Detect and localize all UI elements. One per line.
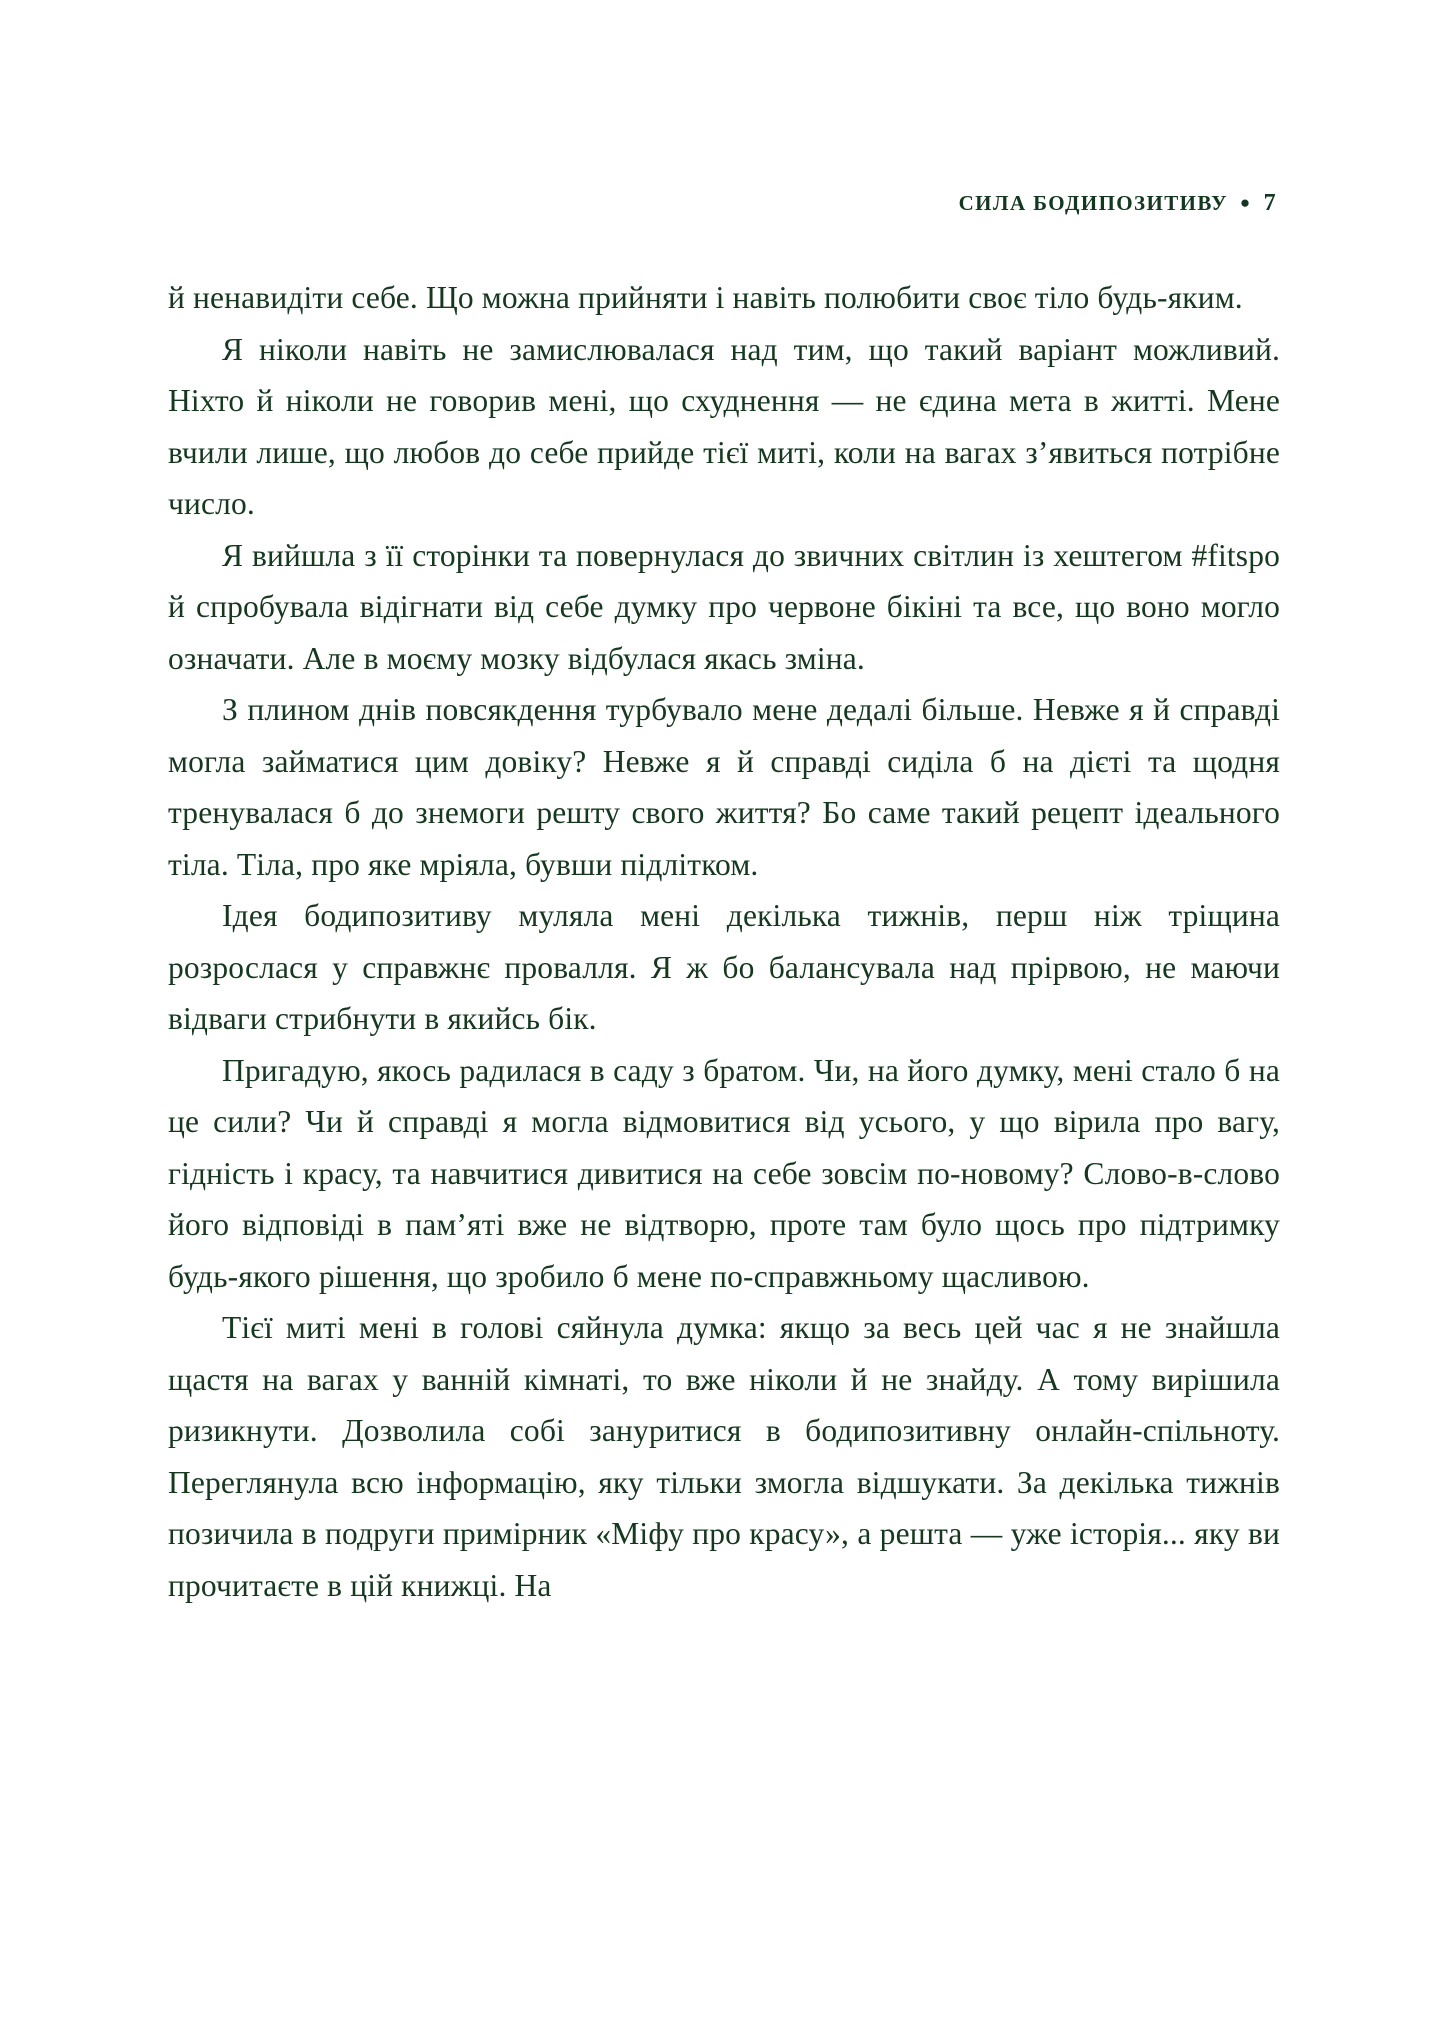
body-text bbox=[168, 272, 1280, 1611]
page-number: 7 bbox=[1263, 190, 1277, 216]
paragraph: Я ніколи навіть не замислювалася над тим, що такий варіант можливий. Ніхто й ніколи не говорив мені, що схуднення — не єдина мета в житті. Мене вчили лише, що любов до себе прийде тієї миті, коли на вагах з’явиться потрібне число. bbox=[168, 331, 1280, 521]
paragraph: Пригадую, якось радилася в саду з братом. Чи, на його думку, мені стало б на це сили? Чи й справді я могла відмовитися від усього, у що вірила про вагу, гідність і красу, та навчитися дивитися на себе зовсім по-новому? Слово-в-слово його відповіді в пам’яті вже не відтворю, проте там було щось про підтримку будь-якого рішення, що зробило б мене по-справжньому щасливою. bbox=[168, 1052, 1280, 1294]
paragraph: Я вийшла з її сторінки та повернулася до звичних світлин із хештегом #fitspo й спробувала відігнати від себе думку про червоне бікіні та все, що воно могло означати. Але в моєму мозку відбулася якась зміна. bbox=[168, 537, 1280, 676]
running-head-separator-dot: ● bbox=[1239, 193, 1252, 212]
running-head bbox=[959, 190, 1277, 217]
paragraph: З плином днів повсякдення турбувало мене дедалі більше. Невже я й справді могла займатися цим довіку? Невже я й справді сиділа б на дієті та щодня тренувалася б до знемоги решту свого життя? Бо саме такий рецепт ідеального тіла. Тіла, про яке мріяла, бувши підлітком. bbox=[168, 692, 1280, 882]
running-head-title: СИЛА БОДИПОЗИТИВУ bbox=[958, 191, 1228, 215]
paragraph: й ненавидіти себе. Що можна прийняти і навіть полюбити своє тіло будь-яким. bbox=[168, 280, 1243, 315]
paragraph: Тієї миті мені в голові сяйнула думка: якщо за весь цей час я не знайшла щастя на вагах у ванній кімнаті, то вже ніколи й не знайду. А тому вирішила ризикнути. Дозволила собі зануритися в бодипозитивну онлайн-спільноту. Переглянула всю інформацію, яку тільки змогла відшукати. За декілька тижнів позичила в подруги примірник «Міфу про красу», а решта — уже історія... яку ви прочитаєте в цій книжці. На bbox=[168, 1310, 1280, 1603]
paragraph: Ідея бодипозитиву муляла мені декілька тижнів, перш ніж тріщина розрослася у справжнє провалля. Я ж бо балансувала над прірвою, не маючи відваги стрибнути в якийсь бік. bbox=[168, 898, 1280, 1036]
